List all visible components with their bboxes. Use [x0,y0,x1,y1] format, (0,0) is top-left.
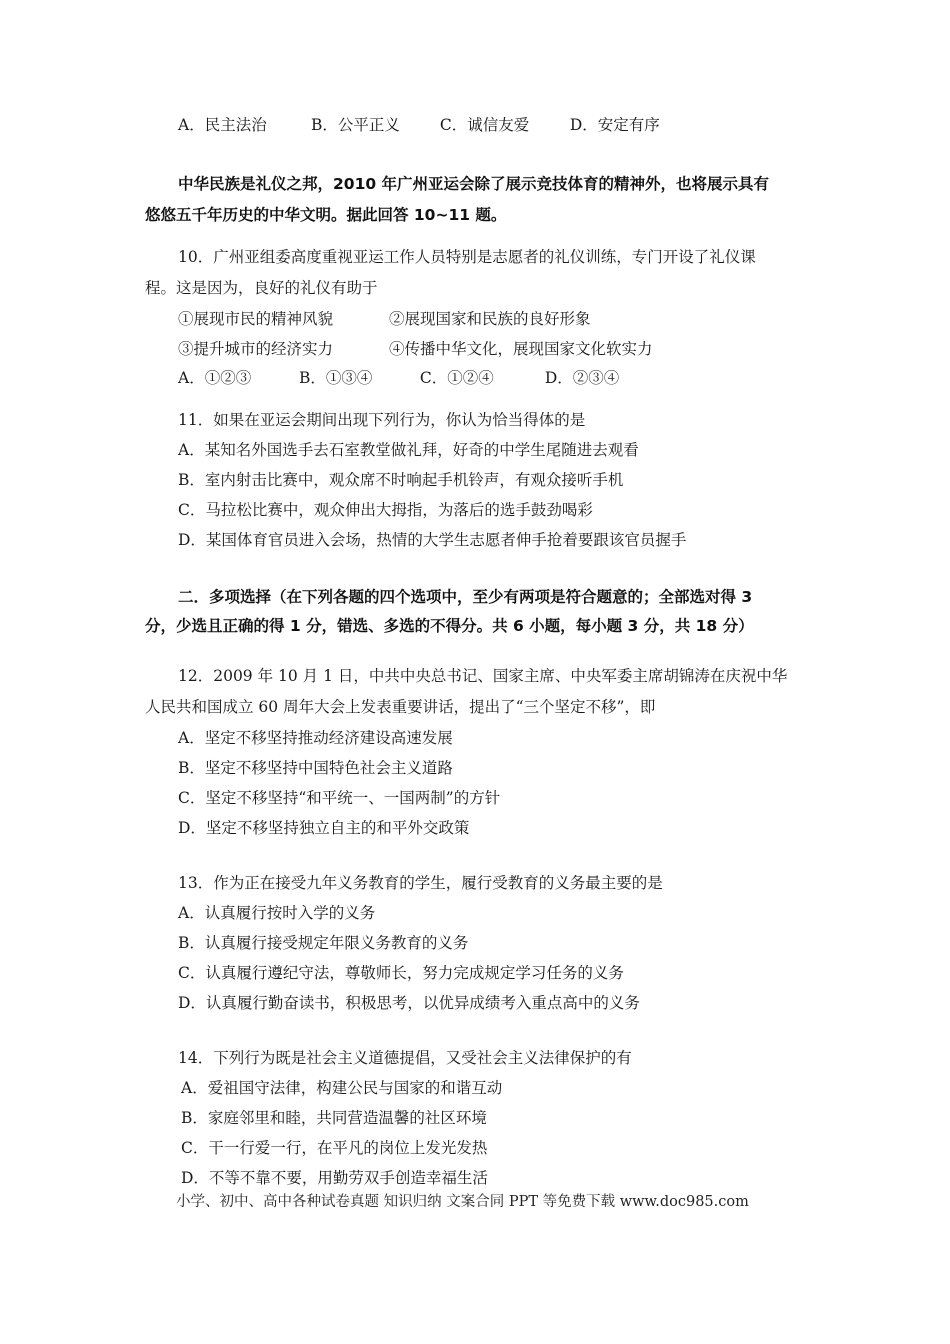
q13-option-c: C．认真履行遵纪守法，尊敬师长，努力完成规定学习任务的义务 [178,964,624,982]
q11-option-b: B．室内射击比赛中，观众席不时响起手机铃声，有观众接听手机 [178,471,624,489]
q10-option-b: B．①③④ [298,369,373,387]
section2-line-1: 二．多项选择（在下列各题的四个选项中，至少有两项是符合题意的；全部选对得 3 [178,588,753,606]
q9-option-a: A．民主法治 [178,116,267,134]
q10-option-c: C．①②④ [419,369,494,387]
q12-option-d: D．坚定不移坚持独立自主的和平外交政策 [178,819,470,837]
q9-option-b: B．公平正义 [310,116,400,134]
q14-option-d: D．不等不靠不要，用勤劳双手创造幸福生活 [181,1169,488,1187]
q14-option-a: A．爱祖国守法律，构建公民与国家的和谐互动 [181,1079,503,1097]
q10-statement-1: ①展现市民的精神风貌 [178,310,334,328]
q13-option-d: D．认真履行勤奋读书，积极思考，以优异成绩考入重点高中的义务 [178,994,640,1012]
q14-stem: 14．下列行为既是社会主义道德提倡，又受社会主义法律保护的有 [178,1049,632,1067]
q12-option-b: B．坚定不移坚持中国特色社会主义道路 [178,759,453,777]
q11-option-d: D．某国体育官员进入会场，热情的大学生志愿者伸手抢着要跟该官员握手 [178,531,687,549]
q14-option-b: B．家庭邻里和睦，共同营造温馨的社区环境 [181,1109,487,1127]
q10-option-d: D．②③④ [544,369,620,387]
q14-option-c: C．干一行爱一行，在平凡的岗位上发光发热 [181,1139,488,1157]
q12-stem-2: 人民共和国成立 60 周年大会上发表重要讲话，提出了“三个坚定不移”，即 [145,698,656,716]
q13-option-b: B．认真履行接受规定年限义务教育的义务 [178,934,469,952]
q10-option-a: A．①②③ [178,369,252,387]
q10-stem-1: 10．广州亚组委高度重视亚运工作人员特别是志愿者的礼仪训练，专门开设了礼仪课 [178,248,756,266]
q10-statement-3: ③提升城市的经济实力 [178,340,334,358]
q13-stem: 13．作为正在接受九年义务教育的学生，履行受教育的义务最主要的是 [178,874,663,892]
q11-option-c: C．马拉松比赛中，观众伸出大拇指，为落后的选手鼓劲喝彩 [178,501,593,519]
q10-statement-4: ④传播中华文化，展现国家文化软实力 [389,340,653,358]
intro-line-1: 中华民族是礼仪之邦，2010 年广州亚运会除了展示竞技体育的精神外，也将展示具有 [178,175,770,193]
q9-option-d: D．安定有序 [569,116,660,134]
q9-options [178,114,660,136]
section2-line-2: 分，少选且正确的得 1 分，错选、多选的不得分。共 6 小题，每小题 3 分，共 18 分） [145,617,754,635]
q12-stem-1: 12．2009 年 10 月 1 日，中共中央总书记、国家主席、中央军委主席胡锦涛在庆祝中华 [178,667,788,685]
q10-stem-2: 程。这是因为，良好的礼仪有助于 [145,279,378,297]
q11-option-a: A．某知名外国选手去石室教堂做礼拜，好奇的中学生尾随进去观看 [178,441,639,459]
q13-option-a: A．认真履行按时入学的义务 [178,904,376,922]
footer-download-note: 小学、初中、高中各种试卷真题 知识归纳 文案合同 PPT 等免费下载 www.doc985.com [176,1194,749,1210]
q10-statement-2: ②展现国家和民族的良好形象 [389,310,591,328]
q12-option-a: A．坚定不移坚持推动经济建设高速发展 [178,729,453,747]
q10-options [178,367,619,389]
intro-line-2: 悠悠五千年历史的中华文明。据此回答 10~11 题。 [145,206,507,224]
q9-option-c: C．诚信友爱 [439,116,530,134]
q11-stem: 11．如果在亚运会期间出现下列行为，你认为恰当得体的是 [178,411,586,429]
q12-option-c: C．坚定不移坚持“和平统一、一国两制”的方针 [178,789,501,807]
